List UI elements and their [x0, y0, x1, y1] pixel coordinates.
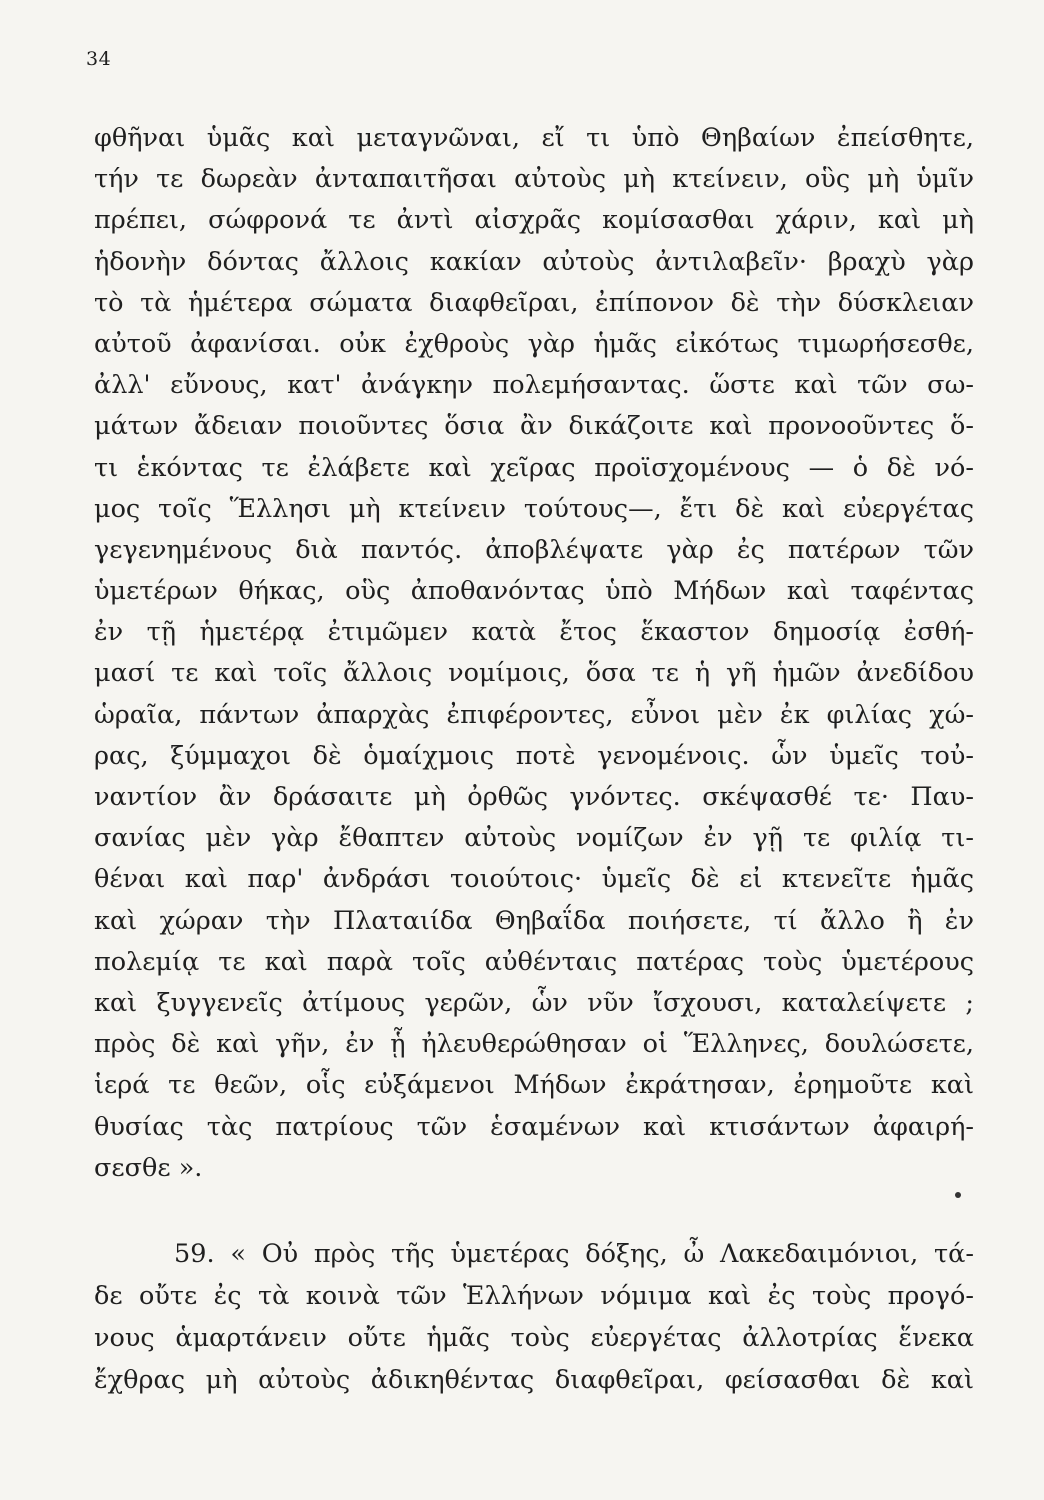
text-line: μάτων ἄδειαν ποιοῦντες ὅσια ἂν δικάζοιτε καὶ προνοοῦντες ὅ- [94, 411, 974, 442]
text-line: τι ἑκόντας τε ἐλάβετε καὶ χεῖρας προϊσχομένους — ὁ δὲ νό- [94, 452, 974, 483]
text-line: θέναι καὶ παρ' ἀνδράσι τοιούτοις· ὑμεῖς δὲ εἰ κτενεῖτε ἡμᾶς [94, 864, 974, 895]
paragraph-58 [94, 118, 974, 1189]
text-line: 59. « Οὐ πρὸς τῆς ὑμετέρας δόξης, ὦ Λακεδαιμόνιοι, τά- [174, 1239, 974, 1269]
page-number: 34 [86, 48, 112, 70]
text-line: τὸ τὰ ἡμέτερα σώματα διαφθεῖραι, ἐπίπονον δὲ τὴν δύσκλειαν [94, 287, 974, 318]
text-line: τήν τε δωρεὰν ἀνταπαιτῆσαι αὐτοὺς μὴ κτείνειν, οὓς μὴ ὑμῖν [94, 164, 974, 195]
text-line: ναντίον ἂν δράσαιτε μὴ ὀρθῶς γνόντες. σκέψασθέ τε· Παυ- [94, 782, 974, 812]
text-line: πρὸς δὲ καὶ γῆν, ἐν ᾗ ἠλευθερώθησαν οἱ Ἕλληνες, δουλώσετε, [94, 1029, 974, 1060]
paragraph-59 [94, 1233, 974, 1401]
text-line: ἔχθρας μὴ αὐτοὺς ἀδικηθέντας διαφθεῖραι, φείσασθαι δὲ καὶ [94, 1365, 974, 1395]
text-line: θυσίας τὰς πατρίους τῶν ἑσαμένων καὶ κτισάντων ἀφαιρή- [94, 1111, 974, 1142]
text-line: ἡδονὴν δόντας ἄλλοις κακίαν αὐτοὺς ἀντιλαβεῖν· βραχὺ γὰρ [94, 246, 974, 277]
text-line: ρας, ξύμμαχοι δὲ ὁμαίχμοις ποτὲ γενομένοις. ὧν ὑμεῖς τοὐ- [94, 740, 974, 771]
text-line: φθῆναι ὑμᾶς καὶ μεταγνῶναι, εἴ τι ὑπὸ Θηβαίων ἐπείσθητε, [94, 123, 974, 153]
text-line: ἐν τῇ ἡμετέρᾳ ἐτιμῶμεν κατὰ ἔτος ἕκαστον δημοσίᾳ ἐσθή- [94, 617, 974, 648]
text-line: δε οὔτε ἐς τὰ κοινὰ τῶν Ἑλλήνων νόμιμα καὶ ἐς τοὺς προγό- [94, 1281, 974, 1311]
text-line: γεγενημένους διὰ παντός. ἀποβλέψατε γὰρ ἐς πατέρων τῶν [94, 534, 974, 565]
text-line: νους ἁμαρτάνειν οὔτε ἡμᾶς τοὺς εὐεργέτας ἀλλοτρίας ἕνεκα [94, 1323, 974, 1353]
text-line: ὡραῖα, πάντων ἀπαρχὰς ἐπιφέροντες, εὖνοι μὲν ἐκ φιλίας χώ- [94, 699, 974, 730]
text-line: πρέπει, σώφρονά τε ἀντὶ αἰσχρᾶς κομίσασθαι χάριν, καὶ μὴ [94, 205, 974, 236]
text-line: μος τοῖς Ἕλλησι μὴ κτείνειν τούτους—, ἔτι δὲ καὶ εὐεργέτας [94, 493, 974, 524]
text-line: ἱερά τε θεῶν, οἷς εὐξάμενοι Μήδων ἐκράτησαν, ἐρημοῦτε καὶ [94, 1070, 974, 1101]
text-line: ὑμετέρων θήκας, οὓς ἀποθανόντας ὑπὸ Μήδων καὶ ταφέντας [94, 576, 974, 607]
text-line: καὶ ξυγγενεῖς ἀτίμους γερῶν, ὧν νῦν ἴσχουσι, καταλείψετε ; [94, 987, 974, 1018]
stray-dot-mark [955, 1192, 961, 1198]
text-line: καὶ χώραν τὴν Πλαταιίδα Θηβαΐδα ποιήσετε, τί ἄλλο ἢ ἐν [94, 905, 974, 936]
text-line: αὐτοῦ ἀφανίσαι. οὐκ ἐχθροὺς γὰρ ἡμᾶς εἰκότως τιμωρήσεσθε, [94, 328, 974, 359]
text-line: πολεμίᾳ τε καὶ παρὰ τοῖς αὐθένταις πατέρας τοὺς ὑμετέρους [94, 946, 974, 977]
text-line: μασί τε καὶ τοῖς ἄλλοις νομίμοις, ὅσα τε ἡ γῆ ἡμῶν ἀνεδίδου [94, 658, 974, 689]
text-line: ἀλλ' εὔνους, κατ' ἀνάγκην πολεμήσαντας. ὥστε καὶ τῶν σω- [94, 370, 974, 401]
text-line: σεσθε ». [94, 1152, 203, 1183]
text-line: σανίας μὲν γὰρ ἔθαπτεν αὐτοὺς νομίζων ἐν γῇ τε φιλίᾳ τι- [94, 823, 974, 854]
